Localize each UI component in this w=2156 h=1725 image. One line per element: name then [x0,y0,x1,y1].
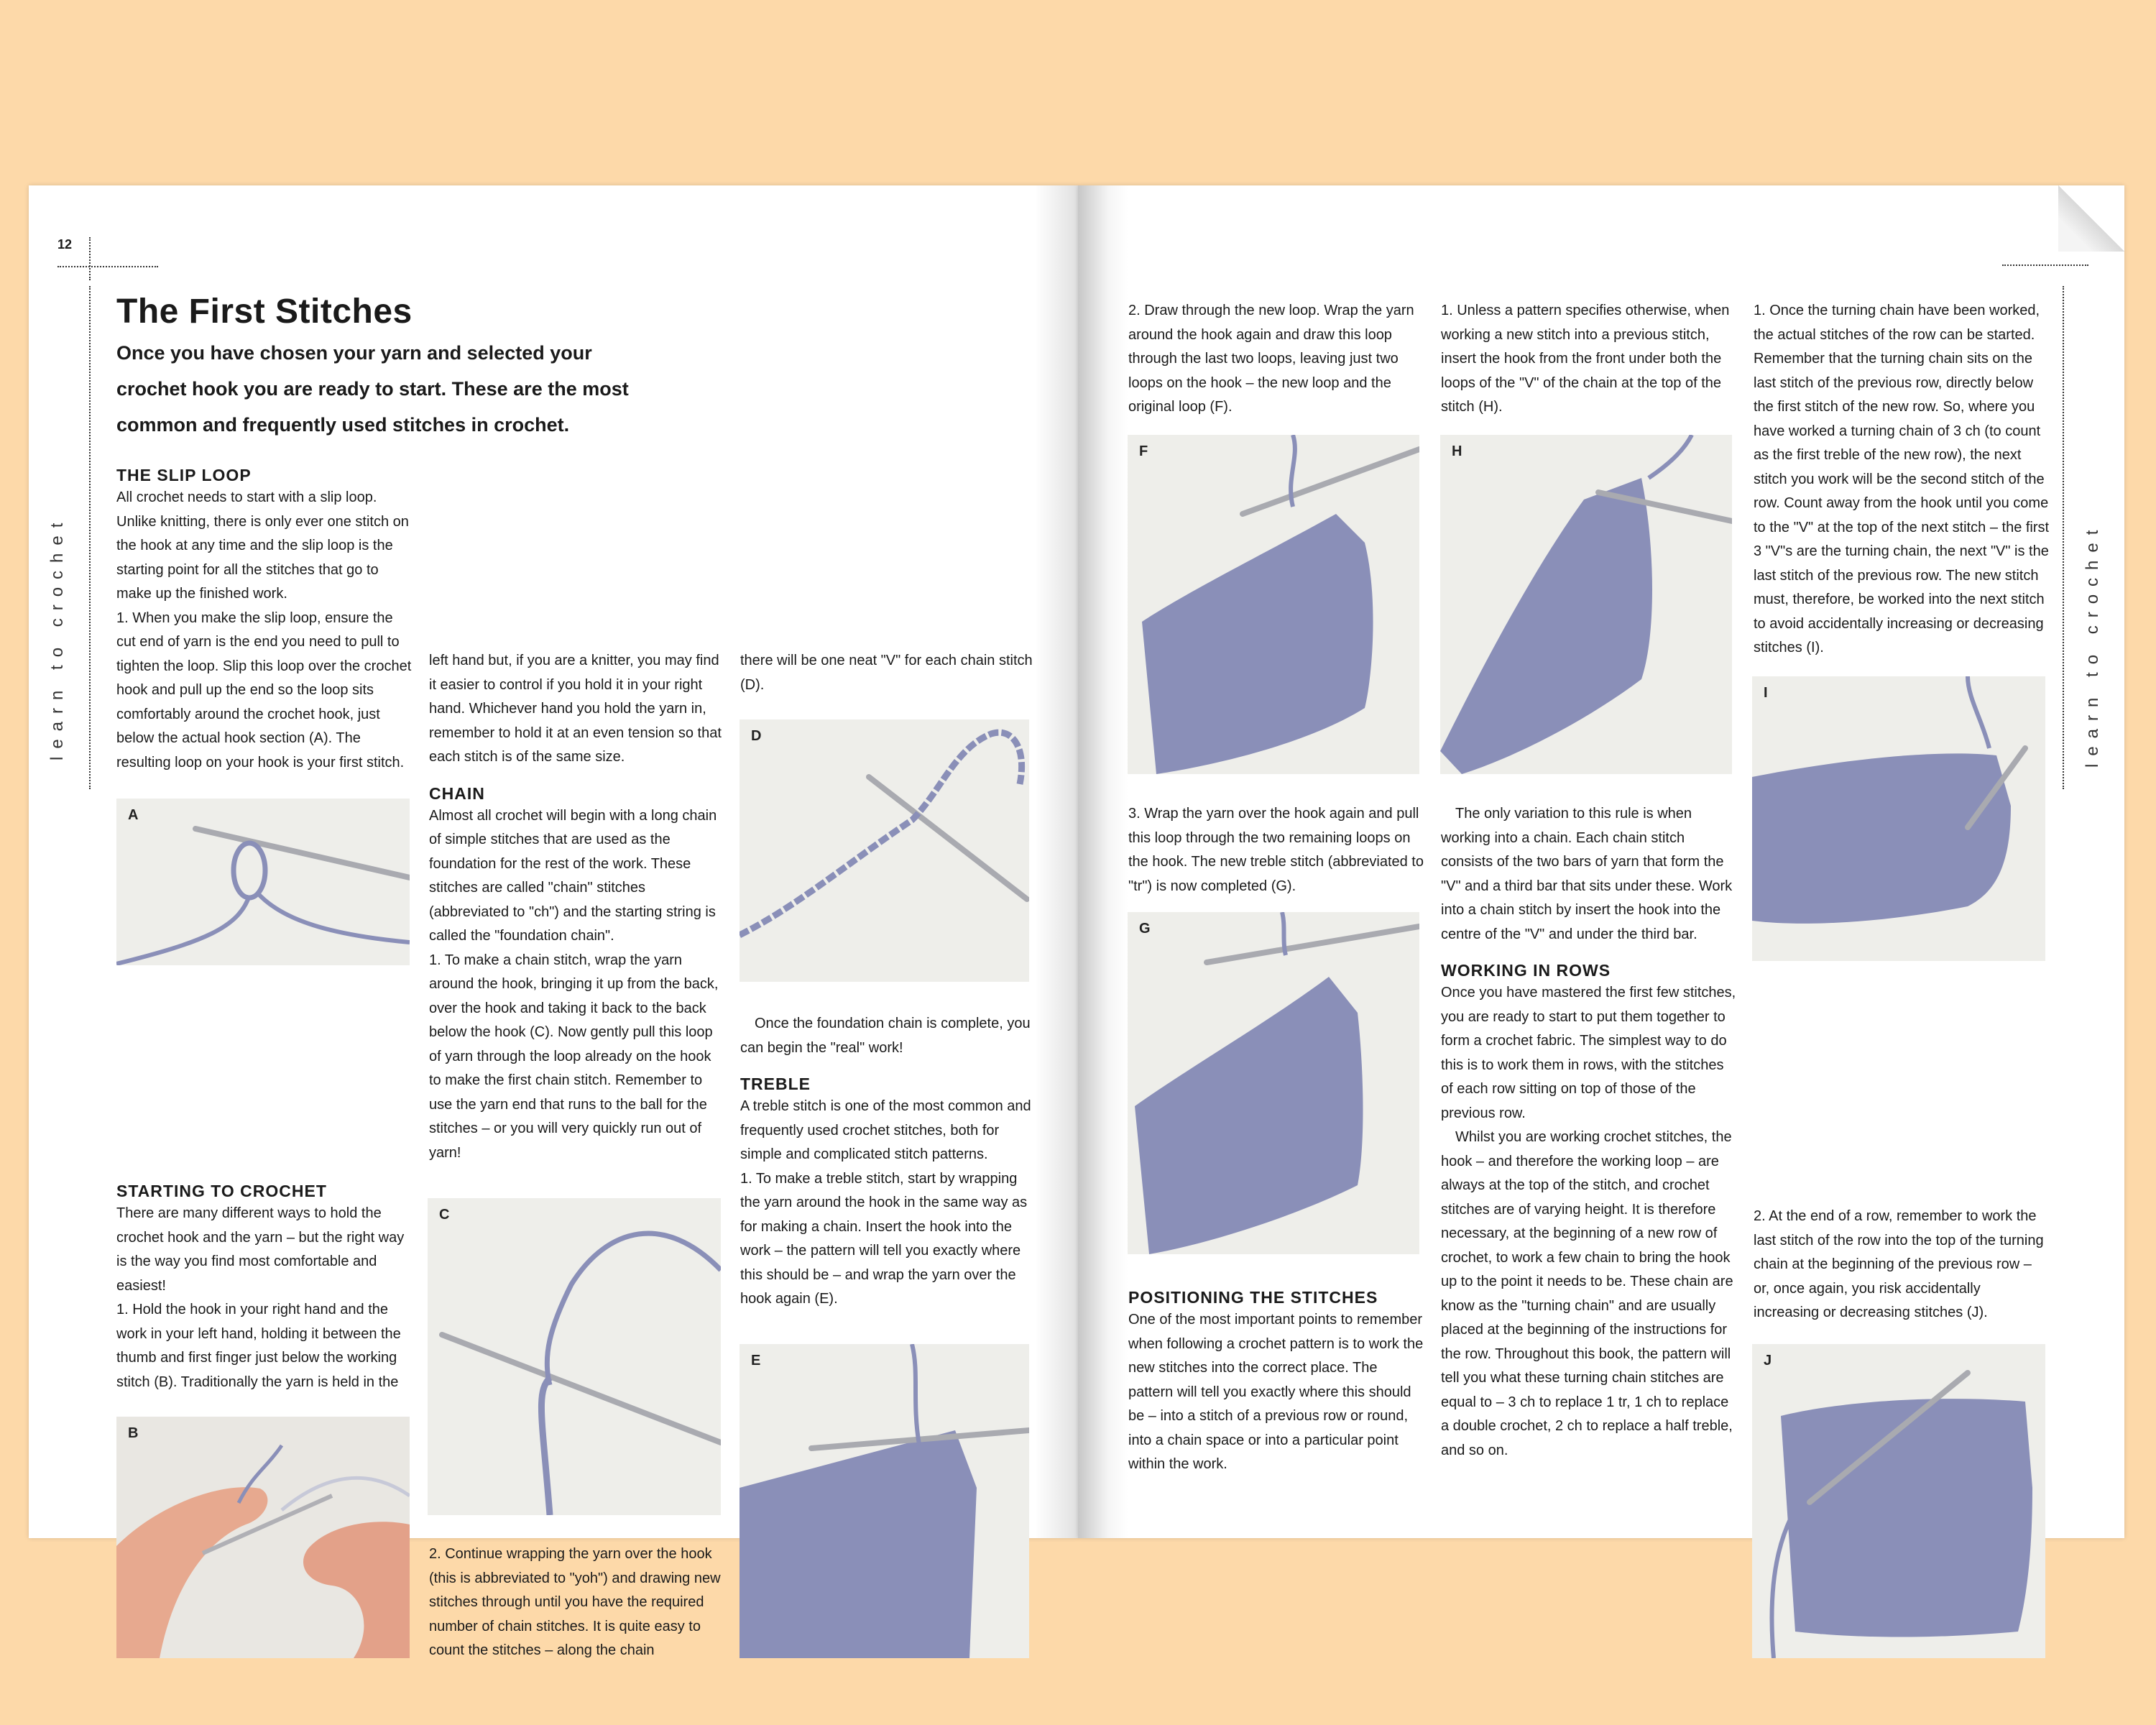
page-curl [2058,185,2124,252]
dotted-rule [89,237,91,280]
left-column-3 [740,649,1036,697]
right-gutter-shadow [1078,185,1128,1538]
paragraph: The only variation to this rule is when working into a chain. Each chain stitch consists of the two bars of yarn that form the "V" and a third bar that sits under these. Work into a chain stitch by insert the hook into the centre of the "V" and under the third bar. [1441,806,1733,942]
treble-stitch-illustration [740,1344,1029,1658]
photo-label: D [751,728,762,744]
paragraph: 1. To make a chain stitch, wrap the yarn around the hook, bringing it up from the back, over the hook and taking it back to the back below the hook (C). Now gently pull this loop of yarn through the loop already on the hook to make the first chain stitch. Remember to use the yarn end that runs to the ball for the stitches – or you will very quickly run out of yarn! [429,952,719,1161]
photo-e [740,1344,1029,1658]
heading-slip-loop: THE SLIP LOOP [116,466,252,484]
photo-b [116,1417,410,1658]
chain-stitch-illustration [428,1198,721,1515]
heading-positioning-the-stitches: POSITIONING THE STITCHES [1128,1288,1378,1307]
photo-label: C [439,1207,450,1223]
paragraph: One of the most important points to remember when following a crochet pattern is to work the new stitches into the correct place. The pattern will tell you exactly where this should be – into a stitch of a previous row or round, into a chain space or into a particular point within the work. [1128,1312,1424,1472]
photo-h [1440,435,1732,774]
paragraph: 3. Wrap the yarn over the hook again and pull this loop through the two remaining loops on the hook. The new treble stitch (abbreviated to "tr") is now completed (G). [1128,806,1424,894]
dotted-rule [57,266,158,267]
photo-i [1752,676,2045,961]
photo-label: A [128,807,139,823]
dotted-rule [2063,286,2064,789]
dotted-rule [2002,264,2088,266]
photo-label: I [1764,685,1768,701]
right-column-1 [1128,299,1424,420]
foundation-chain-illustration [740,719,1029,982]
paragraph: there will be one neat "V" for each chain stitch (D). [740,653,1033,693]
photo-label: F [1139,443,1148,459]
insert-hook-illustration [1440,435,1732,774]
paragraph: 1. To make a treble stitch, start by wrapping the yarn around the hook in the same way as for making a chain. Insert the hook into the work – the pattern will tell you exactly where this should be – and wrap the yarn over the hook again (E). [740,1170,1028,1307]
dotted-rule [89,286,91,789]
paragraph: 1. Once the turning chain have been worked, the actual stitches of the row can be started. Remember that the turning chain sits on the last stitch of the previous row, directly below the first stitch of the new row. So, where you have worked a turning chain of 3 ch (to count as the first treble of the new row), the next stitch you work will be the second stitch of the row. Count away from the hook until you come to the "V" at the top of the next stitch – the first 3 "V"s are the turning chain, the next "V" is the last stitch of the previous row. The new stitch must, therefore, be worked into the next stitch to avoid accidentally increasing or decreasing stitches (I). [1754,303,2050,656]
paragraph: 1. Hold the hook in your right hand and the work in your left hand, holding it between the thumb and first finger just below the working stitch (B). Traditionally the yarn is held in the [116,1302,401,1390]
heading-treble: TREBLE [740,1075,811,1093]
paragraph: Almost all crochet will begin with a long chain of simple stitches that are used as the foundation for the rest of the work. These stitches are called "chain" stitches (abbreviated to "ch") and the starting string is called the "foundation chain". [429,807,717,944]
heading-chain: CHAIN [429,783,485,803]
right-column-1-lower [1128,1287,1424,1477]
running-head: learn to crochet [2083,522,2102,768]
heading-starting-to-crochet: STARTING TO CROCHET [116,1182,327,1200]
photo-g [1128,912,1419,1254]
page-number: 12 [57,237,73,252]
photo-label: H [1452,443,1462,459]
left-page [29,185,1078,1658]
photo-j [1752,1344,2045,1658]
paragraph: 2. Continue wrapping the yarn over the hook (this is abbreviated to "yoh") and drawing new stitches through until you have the required number of chain stitches. It is quite easy to count the stitches – along the chain [429,1546,721,1658]
page-title: The First Stitches [116,293,413,331]
right-column-3-middle [1754,1205,2050,1325]
left-column-2-lower [429,1542,725,1663]
left-column-3-middle [740,1012,1036,1312]
photo-a [116,799,410,965]
left-column-1 [116,464,413,775]
paragraph: 1. Unless a pattern specifies otherwise, when working a new stitch into a previous stitch, insert the hook from the front under both the loops of the "V" of the chain at the top of the stitch (H). [1441,303,1730,415]
paragraph: Whilst you are working crochet stitches, the hook – and therefore the working loop – are always at the top of the stitch, and crochet stitches are of varying height. It is therefore necessary, at the beginning of a new row of crochet, to work a few chain to bring the hook up to the point it needs to be. These chain are know as the "turning chain" and are usually placed at the beginning of the instructions for the row. Throughout this book, the pattern will tell you what these turning chain stitches are equal to – 3 ch to replace 1 tr, 1 ch to replace a double crochet, 2 ch to replace a half treble, and so on. [1441,1129,1733,1458]
hook-slip-loop-illustration [116,799,410,965]
paragraph: Once you have mastered the first few stitches, you are ready to start to put them together to form a crochet fabric. The simplest way to do this is to work them in rows, with the stitches of each row sitting on top of those of the previous row. [1441,985,1736,1121]
photo-label: G [1139,921,1151,937]
hands-holding-hook-illustration [116,1417,410,1658]
heading-working-in-rows: WORKING IN ROWS [1441,961,1611,980]
paragraph: 1. When you make the slip loop, ensure the cut end of yarn is the end you need to pull to tighten the loop. Slip this loop over the crochet hook and pull up the end so the loop sits comfortably around the crochet hook, just below the actual hook section (A). The resulting loop on your hook is your first stitch. [116,610,412,770]
paragraph: All crochet needs to start with a slip loop. Unlike knitting, there is only ever one stitch on the hook at any time and the slip loop is the starting point for all the stitches that go to make up the finished work. [116,489,409,602]
intro-text: Once you have chosen your yarn and selected your crochet hook you are ready to start. These are the most common and frequently used stitches in crochet. [116,342,629,436]
paragraph: left hand but, if you are a knitter, you may find it easier to control if you hold it in your right hand. Whichever hand you hold the yarn in, remember to hold it at an even tension so that each stitch is of the same size. [429,653,722,765]
photo-c [428,1198,721,1515]
treble-draw-through-illustration [1128,435,1419,774]
paragraph: Once the foundation chain is complete, you can begin the "real" work! [740,1016,1031,1056]
treble-completed-illustration [1128,912,1419,1254]
right-column-1-middle [1128,802,1424,898]
left-column-1-lower [116,1180,413,1394]
right-column-3 [1754,299,2050,661]
turning-chain-illustration [1752,676,2045,961]
photo-label: E [751,1353,761,1368]
right-page [1078,185,2124,1538]
photo-label: B [128,1425,139,1441]
photo-d [740,719,1029,982]
right-column-2-middle [1441,802,1737,1463]
end-of-row-illustration [1752,1344,2045,1658]
paragraph: 2. Draw through the new loop. Wrap the yarn around the hook again and draw this loop through the last two loops, leaving just two loops on the hook – the new loop and the original loop (F). [1128,303,1414,415]
paragraph: 2. At the end of a row, remember to work the last stitch of the row into the top of the turning chain at the beginning of the previous row – or, once again, you risk accidentally increasing or decreasing stitches (J). [1754,1208,2044,1320]
running-head: learn to crochet [47,515,67,760]
left-column-2 [429,649,725,1165]
paragraph: A treble stitch is one of the most common and frequently used crochet stitches, both for simple and complicated stitch patterns. [740,1098,1031,1162]
photo-f [1128,435,1419,774]
left-gutter-shadow [1035,185,1078,1538]
paragraph: There are many different ways to hold the crochet hook and the yarn – but the right way is the way you find most comfortable and easiest! [116,1205,405,1294]
photo-label: J [1764,1353,1772,1368]
right-column-2 [1441,299,1737,420]
